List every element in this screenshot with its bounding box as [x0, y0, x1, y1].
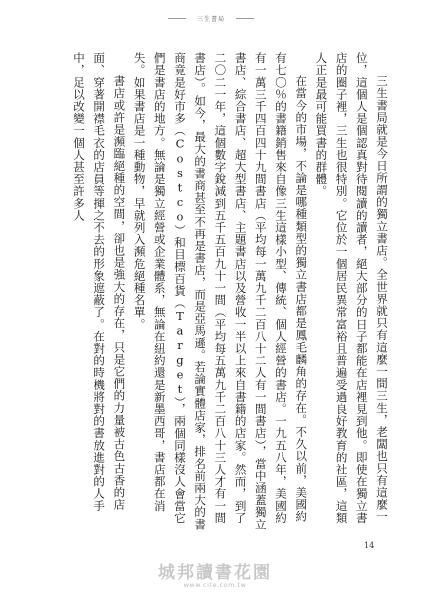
- paragraph-1: 三生書局就是今日所謂的獨立書店。全世界就只有這麼一間三生，老闆也只有這麼一位，這個人是個認真對待閱讀的讀者，絕大部分的日子都能在店裡見到他。即使在獨立書店的圈子裡，三生也很特別。它位於一個居民異常富裕且普遍受過良好教育的社區，這類人正是最可能買書的群體。: [314, 52, 389, 524]
- watermark-logo-text: 城邦讀書花園: [158, 563, 272, 583]
- watermark-url: www.cite.com.tw: [183, 581, 247, 589]
- page-number: 14: [364, 541, 375, 550]
- vertical-text-block: [34, 52, 392, 532]
- paragraph-3: 書店或許是瀕臨絕種的空間，卻也是強大的存在，只是它們的力量被古色古香的店面、穿著開襟毛衣的店員等揮之不去的形象遮蔽了。在對的時機將對的書放進對的人手中，足以改變一個人甚至許多人: [71, 52, 127, 512]
- watermark: [130, 558, 300, 589]
- running-header: 三生書局: [170, 14, 252, 23]
- paragraph-2: 在當今的市場，不論是哪種類型的獨立書店都是鳳毛麟角的存在。不久以前，美國約有七〇％的書籍銷售來自像三生這樣小型、傳統、個人經營的書店。一九五八年，美國約有一萬三千四百四十九間書店（平均每一萬九千二百八十二人有一間書店），當中涵蓋獨立書店、綜合書店、超大型書店、主題書店以及營收一半以上來自書籍的店家。然而，到了二〇二一年，這個數字銳減到五千五百九十一間（平均每五萬九千二百八十三人才有一間書店）。如今，最大的書商甚至不再是書店，而是亞馬遜。若論實體店家，排名前兩大的書商竟是好市多（Costco）和目標百貨（Target），兩個同樣沒人會當它們是書店的地方。無論是獨立經營或企業體系，無論在紐約還是新墨西哥，書店都在消失。如果書店是一種動物，早就列入瀕危絕種名單。: [132, 52, 309, 531]
